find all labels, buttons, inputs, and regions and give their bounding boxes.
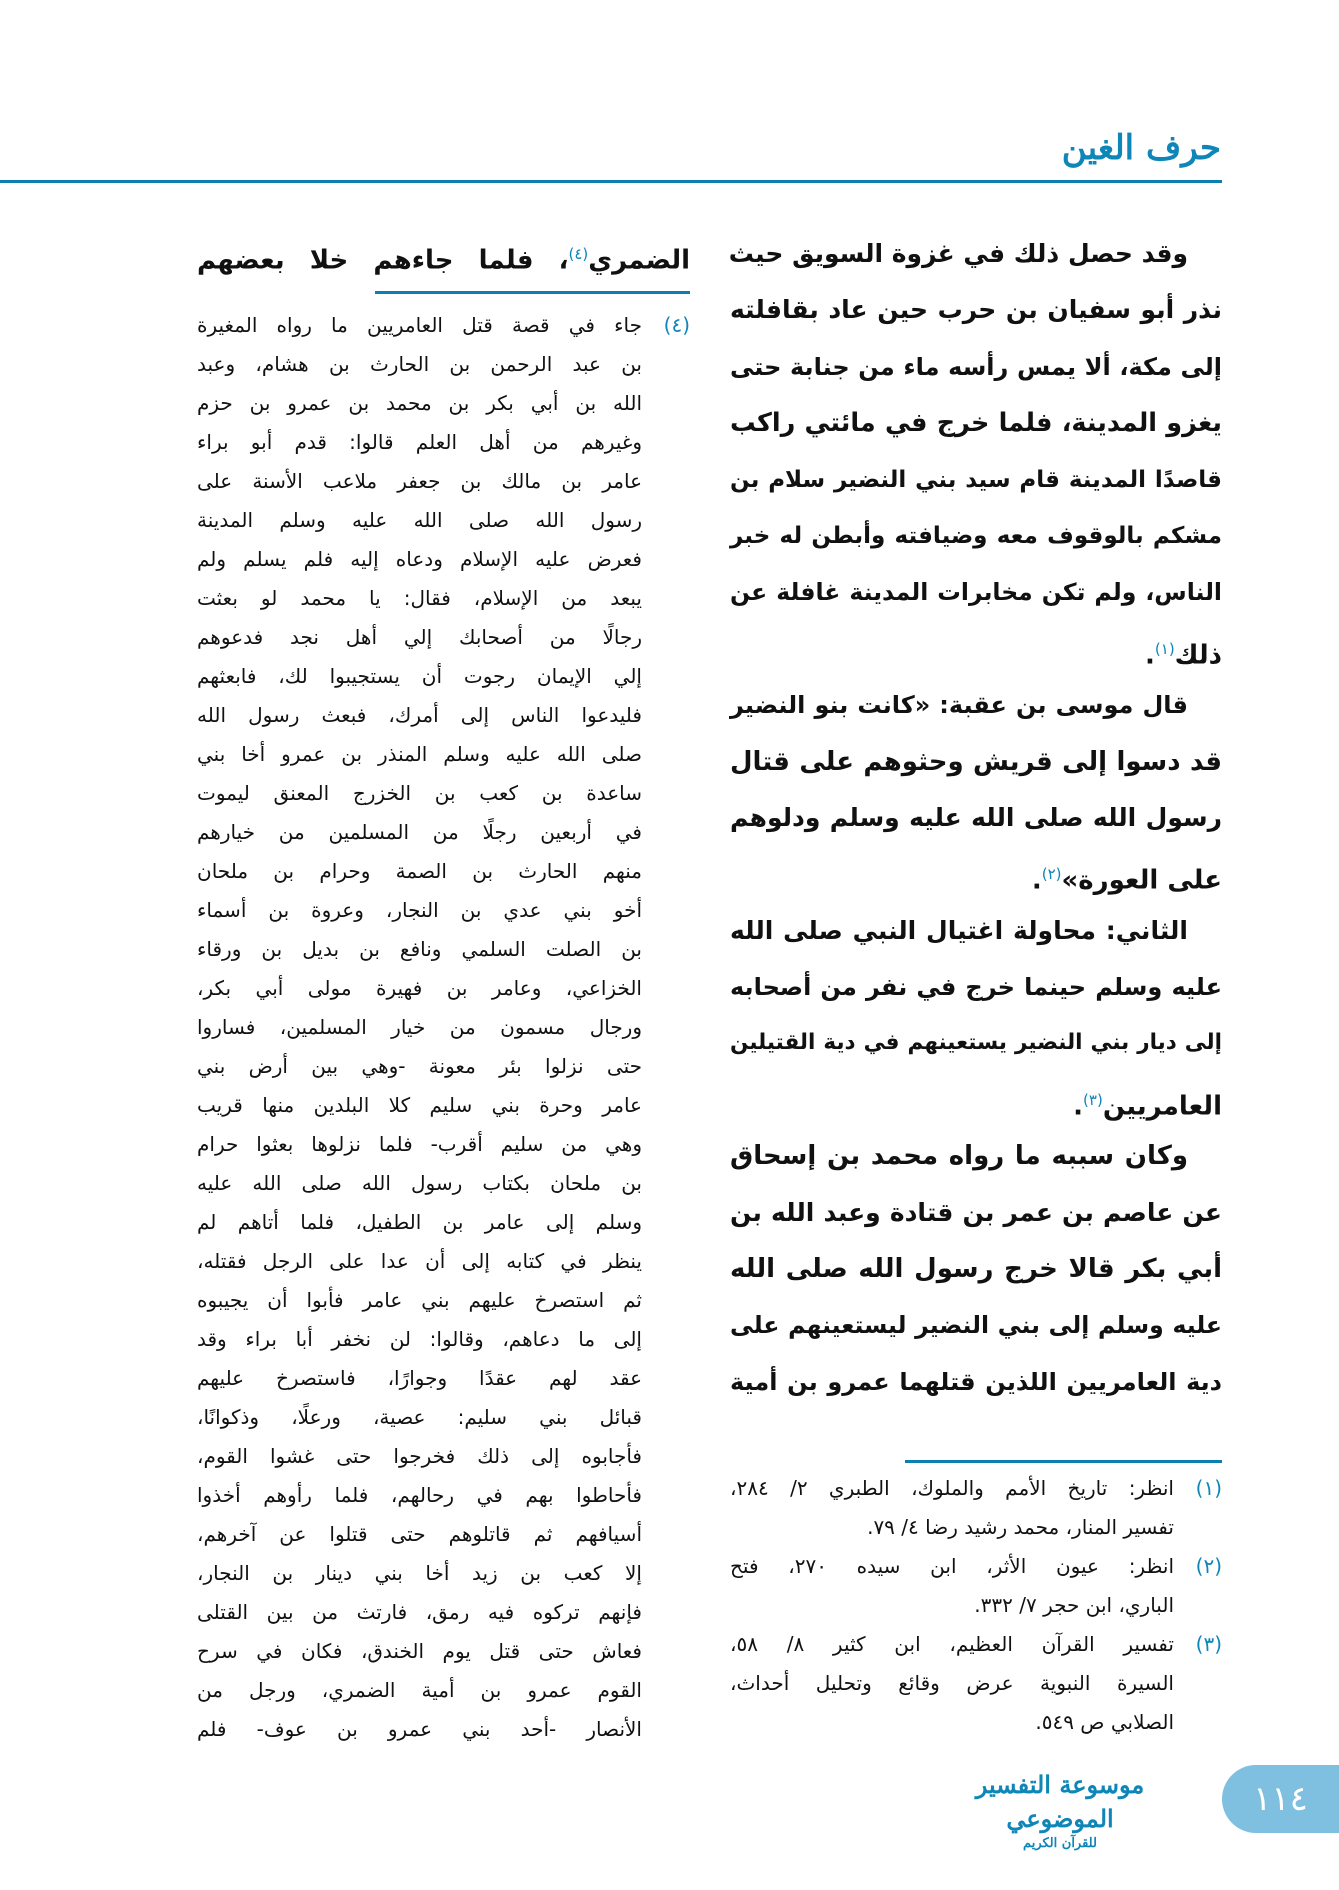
footnote-line [197,891,690,930]
footnote-line [197,1632,690,1671]
footnote-number [642,1359,690,1398]
footnote-text: انظر: تاريخ الأمم والملوك، الطبري ٢/ ٢٨٤، [730,1476,1174,1500]
footnote-line [197,306,690,345]
footnote-number [642,1281,690,1320]
footnote-text: إلا كعب بن زيد أخا بني دينار بن النجار، [197,1561,642,1585]
footnote-text: ساعدة بن كعب بن الخزرج المعنق ليموت [197,781,642,805]
line-text: وكان سببه ما رواه محمد بن إسحاق [730,1141,1188,1172]
page-number: ١١٤ [1222,1765,1339,1833]
text-line [730,790,1222,846]
main-text-right-column [730,226,1222,1410]
footnote-line [197,1710,690,1749]
text-line [730,846,1222,902]
text-line [197,226,690,282]
footnote-line [197,735,690,774]
footnote-number [642,579,690,618]
header-rule [0,180,1222,183]
footnote-number [642,657,690,696]
footnote-number [642,423,690,462]
footnote-line [197,1281,690,1320]
footnote-number: (١) [1195,1476,1222,1500]
footnote-line [197,1437,690,1476]
footnote-text: السيرة النبوية عرض وقائع وتحليل أحداث، [730,1671,1174,1695]
line-text: إلى ديار بني النضير يستعينهم في دية القتيلين [730,1030,1222,1056]
line-text: رسول الله صلى الله عليه وسلم ودلوهم [730,802,1222,832]
footnote-text: عقد لهم عقدًا وجوارًا، فاستصرخ عليهم [197,1366,642,1390]
line-text-end: . [1031,865,1042,896]
line-text: يغزو المدينة، فلما خرج في مائتي راكب [730,408,1222,439]
footnote-divider-left [375,291,690,294]
footnote-number [642,1671,690,1710]
footnote-number [642,345,690,384]
footnote-number: (٣) [1195,1632,1222,1656]
text-line [730,395,1222,451]
text-line [730,1015,1222,1071]
footnote-text: أسيافهم ثم قاتلوهم حتى قتلوا عن آخرهم، [197,1522,642,1546]
footnote-text: منهم الحارث بن الصمة وحرام بن ملحان [197,859,642,883]
footnote-number [642,1125,690,1164]
footnote-number [642,1203,690,1242]
line-text: الناس، ولم تكن مخابرات المدينة غافلة عن [730,578,1222,607]
footnote-number [642,1632,690,1671]
footnote-divider-right [905,1460,1222,1463]
text-line [730,1241,1222,1297]
footnote-text: بن الصلت السلمي ونافع بن بديل بن ورقاء [197,937,642,961]
footnote-number [642,1086,690,1125]
footnote-text: القوم عمرو بن أمية الضمري، ورجل من [197,1678,642,1702]
line-text: عليه وسلم حينما خرج في نفر من أصحابه [730,973,1222,1002]
footnote-line [197,1047,690,1086]
footnote-number: (٢) [1195,1554,1222,1578]
footnote-line [197,1242,690,1281]
footnote-reference: (٣) [1083,1090,1103,1109]
footnote-number [642,1008,690,1047]
footnote-line [197,384,690,423]
line-text-end: . [1073,1091,1084,1122]
footnote-text: الباري، ابن حجر ٧/ ٣٣٢. [974,1593,1174,1617]
footnote-line [197,930,690,969]
footnote-line [197,501,690,540]
text-line [730,226,1222,282]
footnotes-left [197,306,690,1749]
footnote-line [730,1664,1222,1703]
footnote-line [197,462,690,501]
footnote-number [642,1476,690,1515]
footnote-number [642,540,690,579]
footnote-text: حتى نزلوا بئر معونة -وهي بين أرض بني [197,1054,642,1078]
footnote-number [1174,1508,1222,1547]
footnote-number: (٤) [663,313,690,337]
text-line [730,734,1222,790]
text-line [730,508,1222,564]
footnote-line [730,1703,1222,1742]
footnote-text: فعرض عليه الإسلام ودعاه إليه فلم يسلم ولم [197,547,642,571]
text-line [730,1128,1222,1184]
footnote-reference: (٢) [1041,865,1062,884]
footnote-text: فليدعوا الناس إلى أمرك، فبعث رسول الله [197,703,642,727]
footnote-text: وسلم إلى عامر بن الطفيل، فلما أتاهم لم [197,1210,642,1234]
text-line [730,1354,1222,1410]
text-line [730,677,1222,733]
text-line [730,339,1222,395]
footnote-number [642,384,690,423]
footnote-number [642,1320,690,1359]
footnote-text: وهي من سليم أقرب- فلما نزلوها بعثوا حرام [197,1132,642,1156]
text-line [730,903,1222,959]
footnote-number [642,969,690,1008]
footnote-line [197,1203,690,1242]
footnote-line [197,657,690,696]
line-text: الثاني: محاولة اغتيال النبي صلى الله [730,915,1188,945]
footnote-number [642,813,690,852]
footnote-number [642,930,690,969]
footnote-text: إلي الإيمان رجوت أن يستجيبوا لك، فابعثهم [197,664,642,688]
footnote-line [197,345,690,384]
footnotes-right [730,1469,1222,1742]
footnote-text: فإنهم تركوه فيه رمق، فارتث من بين القتلى [197,1600,642,1624]
text-line [730,452,1222,508]
text-line [730,1072,1222,1128]
footnote-line [730,1547,1222,1586]
footnote-line [730,1625,1222,1664]
line-text: إلى مكة، ألا يمس رأسه ماء من جنابة حتى [730,352,1222,381]
footnote-number [642,852,690,891]
footnote-text: وغيرهم من أهل العلم قالوا: قدم أبو براء [197,430,642,454]
footnote-text: الله بن أبي بكر بن محمد بن عمرو بن حزم [197,391,642,415]
footnote-text: انظر: عيون الأثر، ابن سيده ٢٧٠، فتح [730,1554,1175,1578]
footnote-number [642,1164,690,1203]
main-text-left-column [197,226,690,282]
footnote-text: الخزاعي، وعامر بن فهيرة مولى أبي بكر، [197,976,642,1000]
footnote-text: أخو بني عدي بن النجار، وعروة بن أسماء [197,898,642,922]
line-text: على العورة» [1061,865,1222,896]
line-text: دية العامريين اللذين قتلهما عمرو بن أمية [730,1367,1222,1396]
line-text-end: . [1145,640,1155,671]
text-line [730,564,1222,620]
footnote-line [197,1125,690,1164]
footnote-line [730,1508,1222,1547]
footnote-text: في أربعين رجلًا من المسلمين من خيارهم [197,820,642,844]
text-line [730,1297,1222,1353]
footnote-reference: (٤) [568,245,589,263]
text-line [730,621,1222,677]
footnote-line [197,852,690,891]
footnote-line [197,1320,690,1359]
footnote-text: تفسير المنار، محمد رشيد رضا ٤/ ٧٩. [867,1515,1174,1539]
line-text: العامريين [1102,1091,1222,1122]
footnote-text: ينظر في كتابه إلى أن عدا على الرجل فقتله، [197,1249,642,1273]
footnote-line [197,1476,690,1515]
footnote-text: رسول الله صلى الله عليه وسلم المدينة [197,508,642,532]
footnote-text: الصلابي ص ٥٤٩. [1035,1710,1174,1734]
footnote-line [197,696,690,735]
footnote-line [197,423,690,462]
footnote-text: ورجال مسمون من خيار المسلمين، فساروا [197,1015,642,1039]
line-text: قاصدًا المدينة قام سيد بني النضير سلام بن [730,466,1222,493]
footnote-number [642,501,690,540]
line-text: نذر أبو سفيان بن حرب حين عاد بقافلته [730,295,1222,325]
text-line [730,959,1222,1015]
footnote-line [197,1398,690,1437]
footnote-line [197,1515,690,1554]
footnote-number [1174,1703,1222,1742]
text-line [730,1185,1222,1241]
footnote-text: رجالًا من أصحابك إلي أهل نجد فدعوهم [197,625,642,649]
footnote-number [642,1554,690,1593]
footnote-number [642,462,690,501]
line-text: ذلك [1174,640,1222,671]
line-text: قال موسى بن عقبة: «كانت بنو النضير [730,691,1188,720]
footnote-number [642,1437,690,1476]
line-text: مشكم بالوقوف معه وضيافته وأبطن له خبر [730,522,1222,549]
footnote-text: قبائل بني سليم: عصية، ورعلًا، وذكوانًا، [197,1405,642,1429]
line-text: قد دسوا إلى قريش وحثوهم على قتال [730,746,1222,777]
footnote-text: جاء في قصة قتل العامريين ما رواه المغيرة [197,313,642,337]
logo-subtitle: للقرآن الكريم [1023,1836,1097,1851]
footnote-line [197,774,690,813]
footnote-number [642,1710,690,1749]
footnote-line [730,1469,1222,1508]
footnote-line [197,540,690,579]
footnote-text: فعاش حتى قتل يوم الخندق، فكان في سرح [197,1639,642,1663]
footnote-text: عامر وحرة بني سليم كلا البلدين منها قريب [197,1093,642,1117]
footnote-text: تفسير القرآن العظيم، ابن كثير ٨/ ٥٨، [730,1632,1174,1656]
footnote-line [197,969,690,1008]
footnote-text: عامر بن مالك بن جعفر ملاعب الأسنة على [197,469,642,493]
footnote-text: صلى الله عليه وسلم المنذر بن عمرو أخا بني [197,742,642,766]
chapter-title: حرف الغين [1061,128,1221,168]
line-text-end: ، فلما جاءهم خلا بعضهم [197,245,569,276]
text-line [730,282,1222,338]
footnote-line [197,618,690,657]
footnote-number [642,696,690,735]
footnote-line [197,1164,690,1203]
footnote-text: إلى ما دعاهم، وقالوا: لن نخفر أبا براء وقد [197,1327,642,1351]
footnote-text: بن عبد الرحمن بن الحارث بن هشام، وعبد [197,352,642,376]
line-text: أبي بكر قالا خرج رسول الله صلى الله [730,1254,1222,1285]
line-text: وقد حصل ذلك في غزوة السويق حيث [728,239,1188,268]
footnote-number [642,1047,690,1086]
line-text: الضمري [588,245,690,276]
line-text: عليه وسلم إلى بني النضير ليستعينهم على [730,1311,1222,1340]
footnote-number [642,618,690,657]
logo-title: موسوعة التفسير الموضوعي [975,1770,1145,1833]
footnote-text: ثم استصرخ عليهم بني عامر فأبوا أن يجيبوه [197,1288,642,1312]
footnote-text: بن ملحان بكتاب رسول الله صلى الله عليه [197,1171,642,1195]
footnote-reference: (١) [1154,639,1175,658]
footnote-number [642,1242,690,1281]
footnote-number [642,1398,690,1437]
footnote-line [197,1671,690,1710]
footnote-line [197,1593,690,1632]
footnote-number [642,774,690,813]
footnote-number [1174,1586,1222,1625]
footnote-text: فأجابوه إلى ذلك فخرجوا حتى غشوا القوم، [197,1444,642,1468]
footnote-number [642,891,690,930]
footnote-line [197,1008,690,1047]
footnote-line [197,1554,690,1593]
footnote-number [642,1593,690,1632]
footnote-text: فأحاطوا بهم في رحالهم، فلما رأوهم أخذوا [197,1483,642,1507]
encyclopedia-logo [930,1768,1190,1852]
footnote-text: الأنصار -أحد بني عمرو بن عوف- فلم [197,1717,642,1741]
footnote-line [197,1359,690,1398]
footnote-number [1174,1664,1222,1703]
footnote-line [730,1586,1222,1625]
footnote-line [197,579,690,618]
footnote-number [642,735,690,774]
line-text: عن عاصم بن عمر بن قتادة وعبد الله بن [730,1197,1222,1227]
footnote-line [197,1086,690,1125]
footnote-text: يبعد من الإسلام، فقال: يا محمد لو بعثت [197,586,642,610]
footnote-number [642,1515,690,1554]
footnote-line [197,813,690,852]
